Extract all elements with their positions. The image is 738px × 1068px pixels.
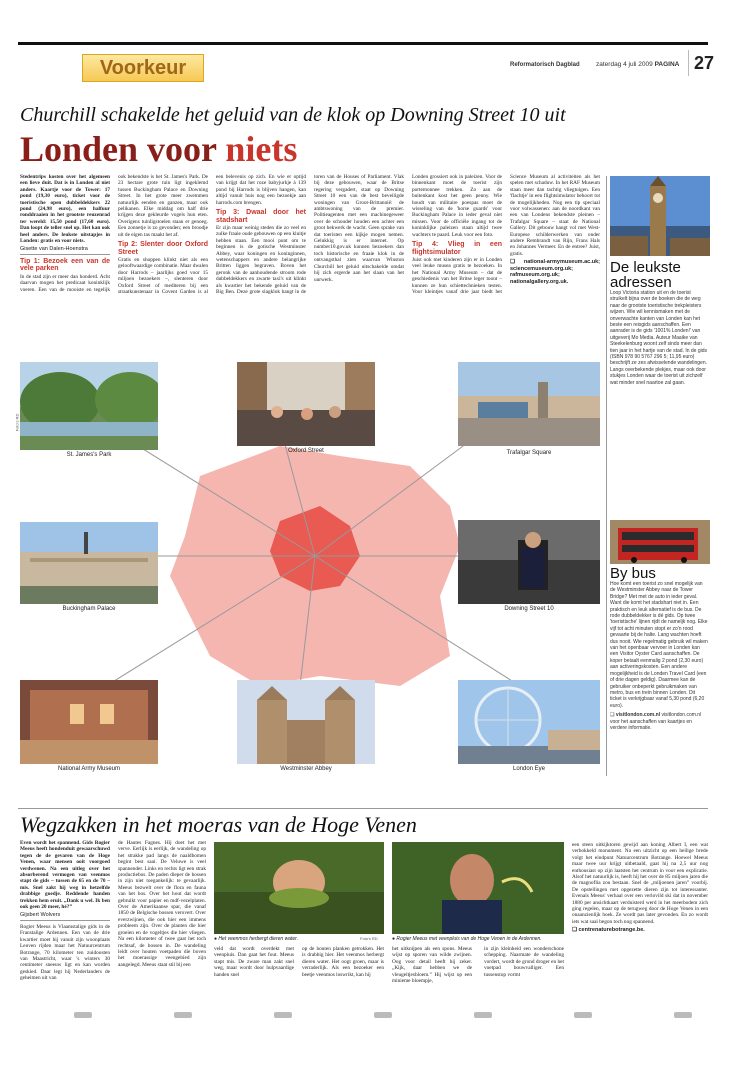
national-army-museum-photo [20,680,158,764]
oxford-street-photo [237,362,375,446]
article2-web: ❑ centrenaturebotrange.be. [572,927,645,934]
bus-box [610,566,708,731]
dateline: zaterdag 4 juli 2009 PAGINA [596,61,680,68]
section-tab: Voorkeur [82,54,204,82]
page-number: 27 [688,50,719,76]
adressen-box [610,260,708,386]
footer-marker [574,1012,592,1018]
article2-col2: de Hautes Fagnes. Hij doet het met verve. Eerlijk is eerlijk, de wandeling op het strakke pad langs de naaldbomen begint best saai. De Veluwe is veel spannender. Links en rechts ligt een strak productiebos. De paden dieper de bossen in zijn niet toegankelijk: te gevaarlijk. Meeus bezwelt over de flora en fauna van het bos. Over het hout dat wordt gebruikt voor papier en mdf-vezelplaten. Over de Amerikaanse spar, die vanaf 1850 de Belgische bossen verovert. Over everzwijnen, die ook hier een immens probleem zijn. Over de planten die hier groeien en de vogeltjes die hier vliegen. Na een kilometer of twee gaat het toch rechtsaf, de bossen in. De wandeling leidt over houten voetpaden die boven het moerassige veengebied zijn aangelegd. Meeus staat stil bij een [118,840,206,968]
footer-marker [274,1012,292,1018]
tip1-title: Tip 1: Bezoek een van de vele parken [20,257,110,273]
sidebar-divider [606,176,607,776]
caption-downing-street: Downing Street 10 [504,606,554,612]
caption-trafalgar: Trafalgar Square [506,450,552,456]
tip1-text: In de stad zijn er meer dan honderd. Acht daarvan mogen het predicaat koninklijk voeren. Een van de mooiste en tegelijk ook bekendste is het St. James's Park. De 23 hectare grote tuin ligt ingeklemd tussen Buckingham Palace en Downing Street. In het grote meer zwemmen natuurlijk eenden en ganzen, maar ook pelikanen. Elke middag om half drie krijgen deze gekleurde vogels hun eten. Overigens tuinligstoelen staan er genoeg. Een zonnetje is zo gevonden; een broodje uit de eigen tas maakt het af. [20,174,208,293]
caption-national-army-museum: National Army Museum [57,766,121,772]
rogier-meeus-photo [392,842,564,934]
article2-col4: op de houten planken getrokken. Het is drabbig hier. Het veenmos herbergt dieren water. Het oogt groen, maar is verraderlijk. Als een bezoeker een beetje veenmos loswrikt, kan hij [302,946,384,978]
tip4-text: Juist ook met kinderen zijn er in Londen veel leuke musea gratis te bezoeken. In het National Army Museum – dat de geschiedenis van het Britse leger toont – kunnen ze hun schiettechnieken testen. Voor kleintjes vanaf drie jaar biedt het Science Museum al activiteiten als het spelen met schaduw. In het RAF Museum staan meer dan tachtig vliegtuigen. Een 'flachtje' in een flightsimulator behoort tot de mogelijkheden. Nog een tip speciaal voor volwassenen: aan de noordkant van een van Londens bekendste pleinen – Trafalgar Square – staat de National Gallery. Dit gebouw hangt vol met West-Europese schilderwerken van onder andere Rembrandt van Rijn, Frans Hals en Johannes Vermeer. En de entree? Juist, gratis. [412,174,600,296]
header-rule [18,42,708,45]
downing-street-photo [458,520,600,604]
article1-byline: Gisette van Dalen-Hoenstra [20,246,110,254]
article2-text1: Rogier Meeus is Vlaamstalige gids in de Franstalige Ardennen. Een van de drie kwartier moet hij vanuit zijn woonplaats Leuven rijden maar het Natuurcentrum Botrange, 70 kilometer ten zuidoosten van Maastricht, waar 's winters 30 centimeter sneeuw ligt en kan worden geskied. Daar legt hij Nederlanders de geheimen uit van [20,923,110,982]
article2-rule [18,808,708,809]
hand-moss-photo [214,842,384,934]
paper-name: Reformatorisch Dagblad [510,62,580,68]
photo-credit: Foto's RD [14,413,20,432]
article2-kicker: Wegzakken in het moeras van de Hoge Venen [20,812,417,837]
caption-westminster-abbey: Westminster Abbey [280,766,332,772]
footer-marker [174,1012,192,1018]
footer-marker [474,1012,492,1018]
photo-credit-2: Foto's RD [360,936,378,941]
london-eye-photo [458,680,600,764]
article1-lead: Stedentrips kosten over het algemeen een lieve duit. Dat is in Londen al niet anders. Kaartje voor de Tower: 17 pond (19,30 euro), ticket voor de toeristische open dubbeldekkers 22 pond (24,98 euro), een halfuur ronddraaien in het grootste reuzenrad ter wereld: 15,50 pond (17,60 euro). Dan loopt de teller snel op. Het kan ook heel anders. De leukste uitstapjes in Londen: gratis en voor niets. [20,174,110,245]
adressen-text: Loop Victoria station uit en de toerist struikelt bijna over de boeken die de weg naar de grootste toeristische trekpleisters wijzen. Wie wil kennismaken met de onverwachte kanten van Londen kan het beste een reisgids aanschaffen. Een aanrader is de gids '1001% Londen!' van uitgeverij Mo Media. Auteur Maaike van Steekelenburg woont zelf sinds meer dan tien jaar in het hartje van de stad. In de gids (ISBN 978 90 5767 296 5; 11,95 euro) beschrijft ze zes afwisselende wandelingen. Langs overbekende plekjes, maar ook door stukjes Londen waar de toerist uit zichzelf wat minder snel naartoe zal gaan. [610,290,708,386]
buckingham-palace-photo [20,522,158,604]
caption-oxford-street: Oxford Street [288,448,324,454]
bus-text: Hoe komt een toerist zo snel mogelijk van de Westminster Abbey naar de Tower Bridge? Met met de auto in ieder geval. Want die komt het stadshart niet in. Een praktisch en leuk alternatief is de bus. De rode dubbeldekker is dé gids. Op twee 'toeristische' lijnen rijdt de nameljk nog. Elke vijf tot acht minuten stopt er zo'n rood gevaarte bij de halte. Lang wachten hoeft dus nooit. Wie regelmatig gebruik wil maken van het openbaar vervoer in Londen kan een Visitor Oyster Card aanschaffen. De koper betaalt eenmalig 2 pond (2,30 euro) aan activeringskosten. Een andere mogelijkheid is de Londen Travel Card (een of drie dagen geldig). Daarmee kan de gebruiker onbeperkt gebruikmaken van metro, bus en trein binnen Londen. Dit ticket is verkrijgbaar vanaf 5,30 pond (6,20 euro). [610,581,708,709]
tip3-text: Er zijn maar weinig steden die zo veel en zulke fraaie oude gebouwen op een kluitje hebben staan. Een mooi punt om te beginnen is de gotische Westminster Abbey, waar koningen en koninginnen, wetenschappers en andere belangrijke Britten liggen begraven. Boven het geronk van de aanhoudende stroom rode dubbeldekkers en zwarte taxi's uit klinkt als kwartier het bekende geluid van de Big Ben. Deze grote slagklok hangt in de toren van de Houses of Parliament. Vlak bij deze gebouwen, waar de Britse regering vergadert, staat op Downing Street 10 een van de best beveiligde woningen van Groot-Brittannië: de ambtswoning van de premier. Politieagenten met een machinegeweer over de schouder houden een achter een groot hekwerk de wacht. Geen sprake van dat toeristen een kijkje mogen nemen. Gelukkig is er internet. Op number10.gov.uk kunnen bezoekers dan toch historische en fraaie klok in de ontvangsthal zien waarvan Winston Churchill het geluid uitschakelde omdat hij zich ergerde aan het slaan van het uurwerk. [216,174,404,296]
tip3-title: Tip 3: Dwaal door het stadshart [216,209,306,224]
st-james-park-photo [20,362,158,450]
article2-col6: in zijn kleinheid een wonderschone schepping. Naarmate de wandeling vordert, wordt de grond droger en het voetpad bouwvalliger. Een tussenstop vormt [484,946,564,978]
article1-headline: Londen voor niets [20,129,298,169]
caption-buckingham: Buckingham Palace [62,606,116,612]
article2-lead: Even wordt het spannend. Gids Rogier Meeus heeft hondenduit gewaarschuwd tegen de de gevaren van de Hoge Venen, waar mensen ooit voorgoed verdwenen. Na een uitleg over het absorberend vermogen van veenmos stapt de gids – tussen de 65 en de 70 – mis. Snel zakt hij weg in hetzelfde drabbige goedje. Reddende handen trekken hem eruit. „Dank u wel. Ik ben ook geen 20 meer, hé?” [20,840,110,911]
article2-text7: een steen uitkijktoren gewijd aan koning Albert I, een wat verbokkeld monument. Na een uitzicht op een heilige brede volgt het eindpunt Natuurcentrum Botrange. Hoewel Meeus maar twee uur krijgt uitbetaald, gaat hij na 2,5 uur nog enthousiast op zijn laatsten het centrum in voor een explicatie. Alsof het natuurlijk is, heeft hij het over de 85 miljoen jaren die de magnoflia zou bestaan. Snel de „miljoenen jaren” voorbij. De opstellingen met opgezette dieren zijn tot interessanter. Evenals Meeus' verhaal over een verlovild ski dat in november 1880 per ansichtkaart verduisterd werd in het meerbodem zich ging regelen, maar op de terugweg door de Hoge Venen in een onaanzienlijk hoek. Ze wordt pas later gevonden. En zo wordt iets wat saai begon toch nog spannend. [572,842,708,925]
bus-photo [610,520,710,564]
article2-byline: Gijsbert Wolvers [20,912,110,920]
footer-marker [674,1012,692,1018]
article2-col1 [20,840,110,984]
caption-st-james: St. James's Park [66,452,112,458]
article1-kicker: Churchill schakelde het geluid van de klok op Downing Street 10 uit [20,104,566,126]
tip4-title: Tip 4: Vlieg in een flightsimulator [412,241,502,256]
article2-col5: het uitknijpen als een spons. Meeus wijst op sporen van wilde zwijnen. Oog voor detail heeft hij zeker. „Kijk, daar hebben we de vleugeltjesbloem.” Hij wijst op een minieme bloempje, [392,946,472,985]
bus-title: By bus [610,565,656,582]
article2-col3: veld dat wordt overdekt met veenpluis. Dan gaat het fout. Meeus stapt mis. De zware man zakt snel weg, maar wordt door hulpvaardige handen snel [214,946,294,978]
footer-marker [74,1012,92,1018]
westminster-abbey-photo [237,680,375,764]
bus-link: ❑ visitlondon.com.nl visitlondon.com.nl voor het aanschaffen van kaartjes en verdere informatie. [610,712,702,731]
article2-col7 [572,842,708,936]
footer-marker [374,1012,392,1018]
trafalgar-square-photo [458,362,600,446]
photo-caption-2: ● Rogier Meeus met veenpluis van de Hoge Venen in de Ardennen. [392,936,542,942]
adressen-title: De leukste adressen [610,259,681,291]
caption-london-eye: London Eye [512,766,546,772]
tip3-text-b: Londen grossiert ook in paleizen. Voor de binnenkant moet de toerist zijn portemonnee trekken. Zo aan de buitenkant kost het geen penny. Wie houdt van militaire poespas moet de wisseling van de 'horse guards' voor Buckingham Palace in ieder geval niet missen. Voor de officiële ingang tot de koninklijke paleizen staan altijd twee wachters te paard. Leuk voor een foto. [412,174,502,238]
big-ben-photo [610,176,710,256]
museum-links: ❑ national-armymuseum.ac.uk; sciencemuseum.org.uk; rafmuseum.org.uk; nationalgallery.org.uk. [510,259,600,285]
tip2-text: Gratis en shoppen klinkt niet als een gelooftwaardige combinatie. Maar dwalen door Harrods – jaarlijks goed voor 15 miljoen bezoekers –, slenteren door Oxford Street of mediteren bij een straatkunstenaar in Covent Garden is al een belevenis op zich. En wie er optijd van krijgt dat het roze babyjurkje à 139 pond bij Harrods is blijven hangen, kan altijd vanuit huis nog een bezoekje aan harrods.com brengen. [118,174,306,296]
photo-caption-1: ● Het veenmos herbergt dieren water. [214,936,298,942]
article1-body [20,174,600,352]
tip2-title: Tip 2: Slenter door Oxford Street [118,241,208,256]
